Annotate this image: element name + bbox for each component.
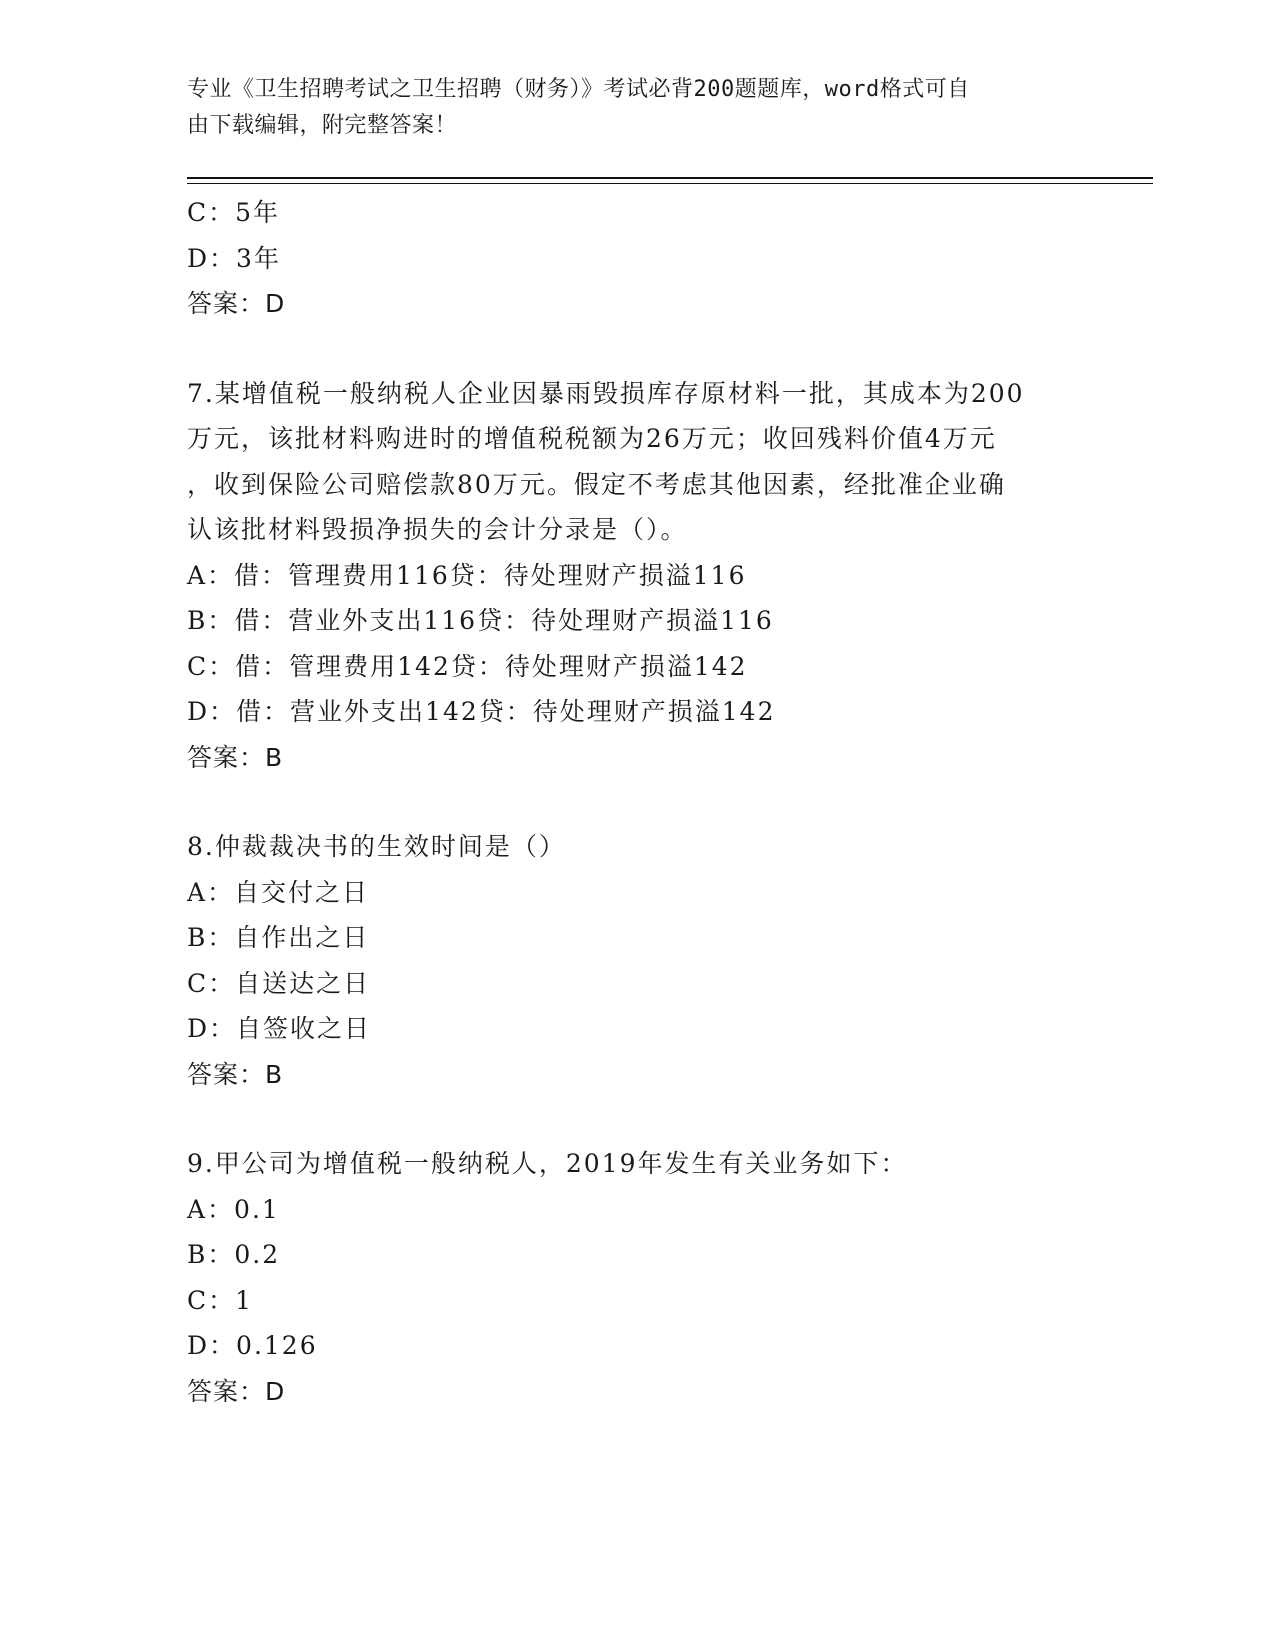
header-line-1: 专业《卫生招聘考试之卫生招聘（财务）》考试必背200题题库，word格式可自 bbox=[187, 77, 970, 102]
answer: 答案：B bbox=[187, 1059, 284, 1089]
option-a: A：自交付之日 bbox=[187, 877, 370, 907]
option-c: C：自送达之日 bbox=[187, 968, 371, 998]
question-6-tail bbox=[187, 190, 1087, 327]
option-d: D：0.126 bbox=[187, 1331, 318, 1360]
question-text-line: 7.某增值税一般纳税人企业因暴雨毁损库存原材料一批，其成本为200 bbox=[187, 378, 1025, 408]
header-divider-thin bbox=[187, 183, 1153, 184]
question-text-line: ，收到保险公司赔偿款80万元。假定不考虑其他因素，经批准企业确 bbox=[187, 469, 1006, 499]
question-text-line: 9.甲公司为增值税一般纳税人，2019年发生有关业务如下： bbox=[187, 1149, 908, 1178]
answer: 答案：D bbox=[187, 1376, 286, 1406]
option-a: A：0.1 bbox=[187, 1194, 280, 1224]
question-text-line: 万元，该批材料购进时的增值税税额为26万元；收回残料价值4万元 bbox=[187, 424, 997, 453]
option-b: B：自作出之日 bbox=[187, 923, 370, 952]
spacer bbox=[187, 327, 1087, 371]
header-line-2: 由下载编辑，附完整答案！ bbox=[187, 113, 458, 138]
question-text-line: 认该批材料毁损净损失的会计分录是（）。 bbox=[187, 515, 688, 544]
document-header bbox=[187, 72, 1087, 144]
option-d: D：借：营业外支出142贷：待处理财产损溢142 bbox=[187, 697, 776, 726]
option-d: D：自签收之日 bbox=[187, 1014, 372, 1043]
question-7 bbox=[187, 371, 1087, 781]
option-a: A：借：管理费用116贷：待处理财产损溢116 bbox=[187, 560, 747, 590]
option-c: C：借：管理费用142贷：待处理财产损溢142 bbox=[187, 651, 748, 681]
question-text-line: 8.仲裁裁决书的生效时间是（） bbox=[187, 832, 566, 861]
option-c: C：5年 bbox=[187, 198, 281, 227]
question-9 bbox=[187, 1141, 1087, 1414]
question-list bbox=[187, 190, 1087, 1414]
option-b: B：0.2 bbox=[187, 1240, 281, 1269]
option-b: B：借：营业外支出116贷：待处理财产损溢116 bbox=[187, 606, 774, 635]
question-8 bbox=[187, 824, 1087, 1097]
answer: 答案：D bbox=[187, 289, 286, 318]
option-c: C：1 bbox=[187, 1285, 254, 1315]
header-divider-thick bbox=[187, 177, 1153, 179]
spacer bbox=[187, 780, 1087, 824]
option-d: D：3年 bbox=[187, 243, 281, 273]
answer: 答案：B bbox=[187, 742, 284, 772]
spacer bbox=[187, 1097, 1087, 1141]
